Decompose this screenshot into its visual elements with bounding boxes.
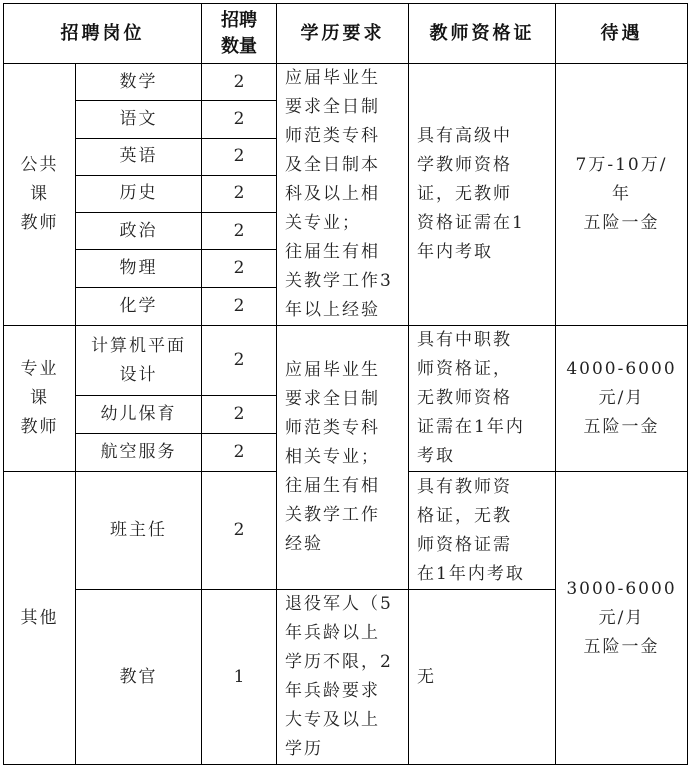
count-cell: 2	[202, 64, 277, 101]
count-cell: 2	[202, 138, 277, 175]
certificate-head-teacher: 具有教师资 格证，无教 师资格证需 在1年内考取	[409, 472, 556, 590]
subject-cell: 教官	[76, 590, 202, 765]
recruitment-table	[3, 3, 688, 765]
header-salary: 待遇	[556, 4, 688, 64]
subject-cell: 计算机平面 设计	[76, 326, 202, 396]
certificate-professional: 具有中职教 师资格证， 无教师资格 证需在1年内 考取	[409, 326, 556, 472]
subject-cell: 政治	[76, 213, 202, 250]
count-cell: 2	[202, 213, 277, 250]
count-cell: 2	[202, 175, 277, 212]
subject-cell: 化学	[76, 287, 202, 325]
group-name-professional: 专业 课 教师	[4, 326, 76, 472]
subject-cell: 语文	[76, 101, 202, 138]
salary-public: 7万-10万/ 年 五险一金	[556, 64, 688, 326]
subject-cell: 历史	[76, 175, 202, 212]
table-row	[4, 64, 688, 101]
count-cell: 2	[202, 250, 277, 287]
header-row	[4, 4, 688, 64]
subject-cell: 幼儿保育	[76, 396, 202, 434]
certificate-instructor: 无	[409, 590, 556, 765]
count-cell: 2	[202, 287, 277, 325]
count-cell: 2	[202, 326, 277, 396]
count-cell: 2	[202, 396, 277, 434]
education-instructor: 退役军人（5 年兵龄以上 学历不限，2 年兵龄要求 大专及以上 学历	[277, 590, 409, 765]
count-cell: 2	[202, 101, 277, 138]
table-row	[4, 326, 688, 396]
header-count: 招聘 数量	[202, 4, 277, 64]
salary-other: 3000-6000 元/月 五险一金	[556, 472, 688, 765]
subject-cell: 物理	[76, 250, 202, 287]
certificate-public: 具有高级中 学教师资格 证，无教师 资格证需在1 年内考取	[409, 64, 556, 326]
education-public: 应届毕业生 要求全日制 师范类专科 及全日制本 科及以上相 关专业； 往届生有相 关教学工作3 年以上经验	[277, 64, 409, 326]
count-cell: 1	[202, 590, 277, 765]
header-education: 学历要求	[277, 4, 409, 64]
header-certificate: 教师资格证	[409, 4, 556, 64]
subject-cell: 航空服务	[76, 434, 202, 472]
education-shared: 应届毕业生 要求全日制 师范类专科 相关专业； 往届生有相 关教学工作 经验	[277, 326, 409, 590]
header-position: 招聘岗位	[4, 4, 202, 64]
count-cell: 2	[202, 434, 277, 472]
count-cell: 2	[202, 472, 277, 590]
subject-cell: 英语	[76, 138, 202, 175]
subject-cell: 班主任	[76, 472, 202, 590]
group-name-public: 公共 课 教师	[4, 64, 76, 326]
salary-professional: 4000-6000 元/月 五险一金	[556, 326, 688, 472]
group-name-other: 其他	[4, 472, 76, 765]
subject-cell: 数学	[76, 64, 202, 101]
